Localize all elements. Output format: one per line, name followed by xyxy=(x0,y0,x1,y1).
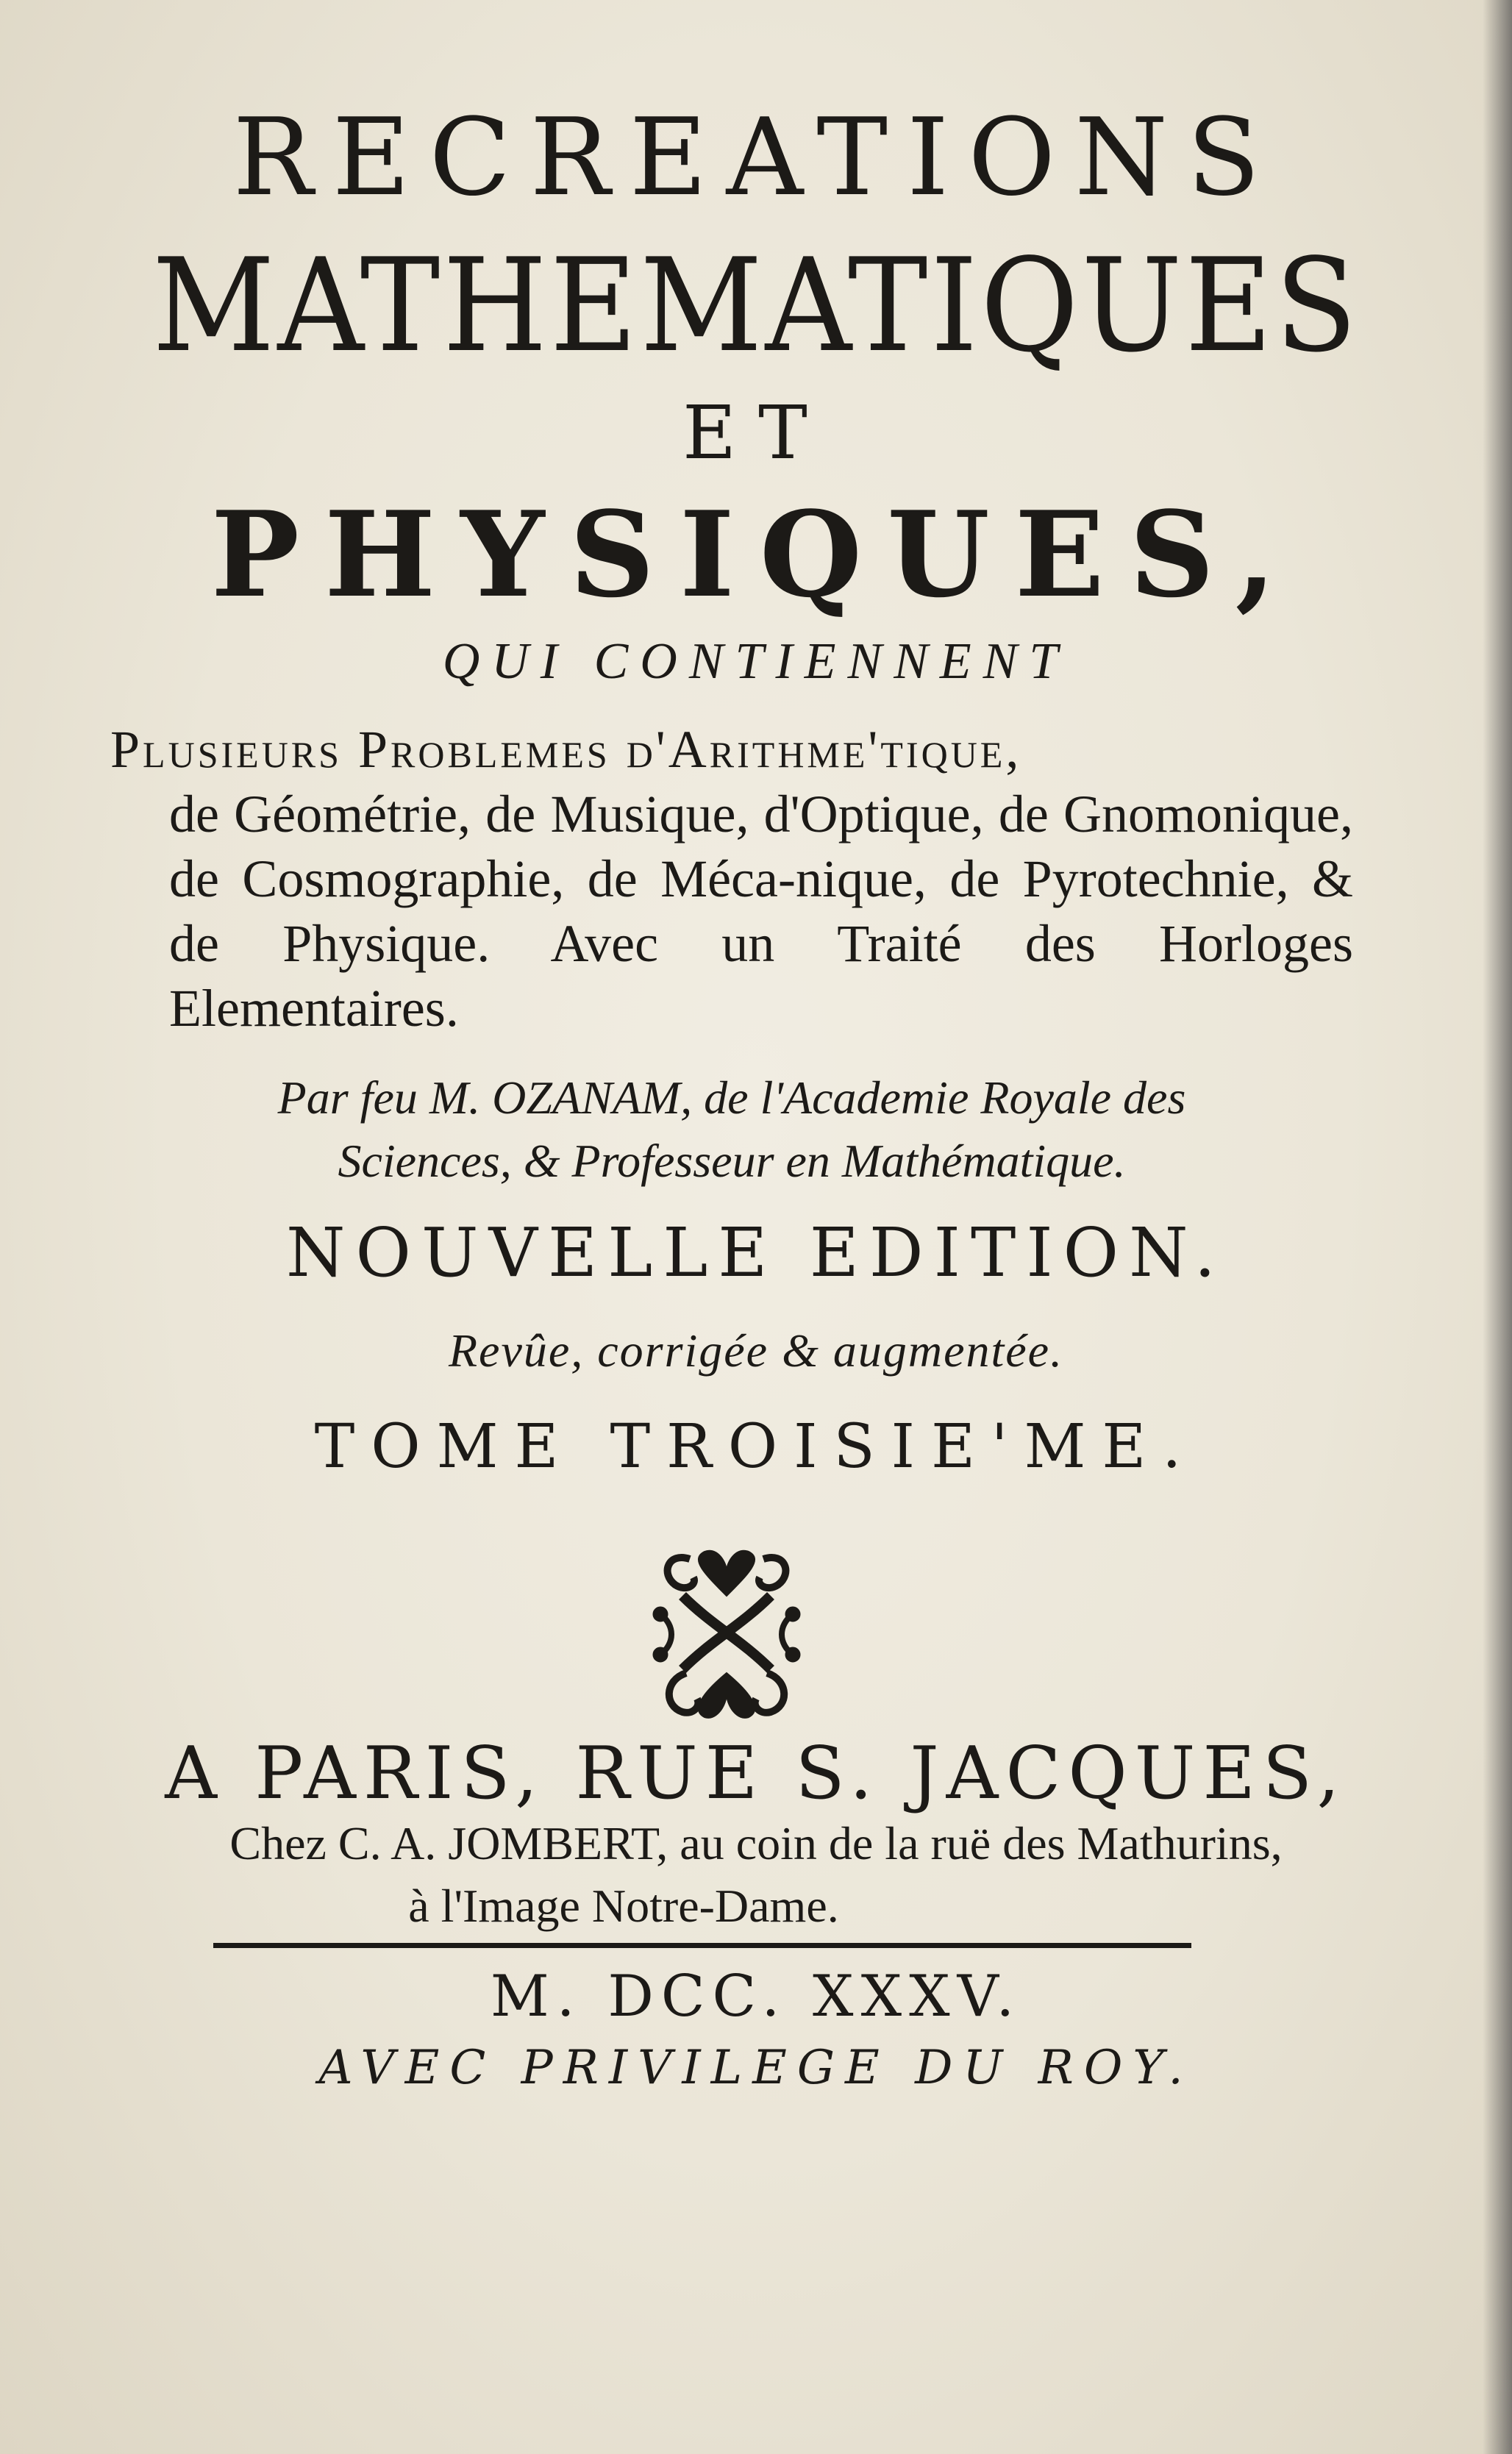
imprint-divider-rule xyxy=(213,1943,1191,1948)
subtitle-intro: QUI CONTIENNENT xyxy=(442,633,1070,690)
title-line-physiques: PHYSIQUES, xyxy=(210,485,1302,624)
imprint-sign: à l'Image Notre-Dame. xyxy=(408,1880,839,1932)
royal-privilege: AVEC PRIVILEGE DU ROY. xyxy=(318,2041,1194,2095)
contents-rest: de Géométrie, de Musique, d'Optique, de Gnomonique, de Cosmographie, de Méca-nique, de Pyrotechnie, & de Physique. Avec un Traité des Horloges Elementaires. xyxy=(169,785,1353,1038)
revision-note: Revûe, corrigée & augmentée. xyxy=(448,1324,1064,1377)
title-line-recreations: RECREATIONS xyxy=(232,96,1280,220)
imprint-place: A PARIS, RUE S. JACQUES, xyxy=(165,1732,1347,1816)
contents-first-line: Plusieurs Problemes d'Arithme'tique, xyxy=(110,720,1022,779)
author-line-1: Par feu M. OZANAM, de l'Academie Royale des xyxy=(277,1071,1186,1124)
author-credit xyxy=(110,1066,1353,1193)
printer-fleuron-ornament-icon xyxy=(646,1544,807,1721)
publication-year: M. DCC. XXXV. xyxy=(490,1963,1022,2030)
volume-heading: TOME TROISIE'ME. xyxy=(314,1412,1198,1482)
title-line-mathematiques: MATHEMATIQUES xyxy=(152,232,1360,381)
title-line-et: ET xyxy=(682,390,830,476)
imprint-publisher: Chez C. A. JOMBERT, au coin de la ruë des Mathurins, xyxy=(229,1817,1283,1869)
contents-paragraph xyxy=(110,717,1353,1041)
edition-heading: NOUVELLE EDITION. xyxy=(286,1213,1226,1292)
author-line-2: Sciences, & Professeur en Mathématique. xyxy=(338,1135,1126,1187)
